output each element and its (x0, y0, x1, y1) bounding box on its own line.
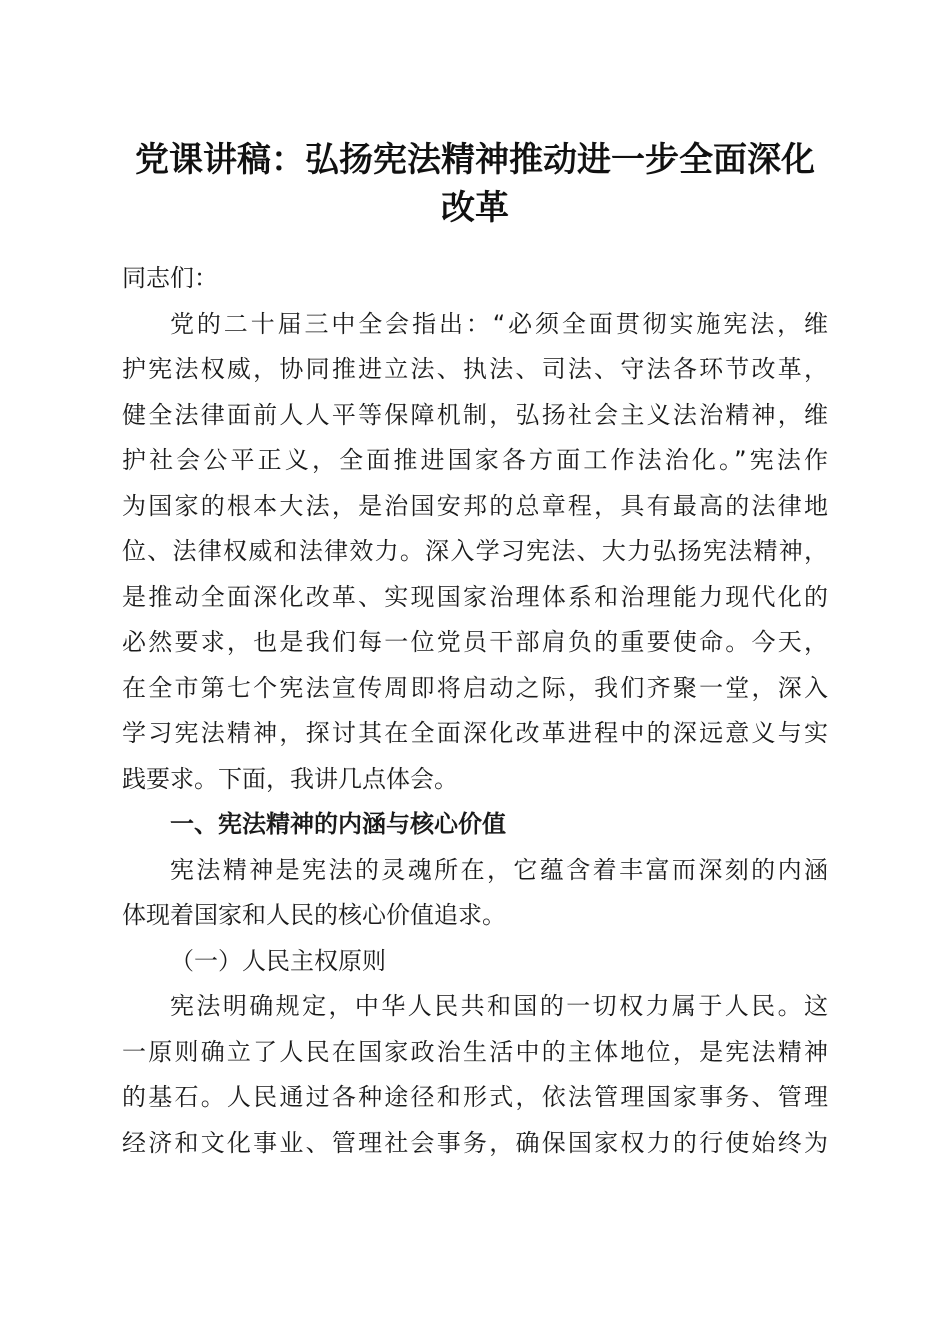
paragraph-1-line: 在全市第七个宪法宣传周即将启动之际，我们齐聚一堂，深入 (122, 673, 828, 702)
paragraph-2 (122, 848, 828, 939)
document-body (122, 256, 828, 1166)
paragraph-2-line: 宪法精神是宪法的灵魂所在，它蕴含着丰富而深刻的内涵 (170, 855, 828, 884)
paragraph-1-line: 学习宪法精神，探讨其在全面深化改革进程中的深远意义与实 (122, 719, 828, 747)
title-line-1: 党课讲稿：弘扬宪法精神推动进一步全面深化 (135, 140, 815, 180)
paragraph-1-line: 是推动全面深化改革、实现国家治理体系和治理能力现代化的 (122, 582, 828, 611)
paragraph-1-line: 护社会公平正义，全面推进国家各方面工作法治化。”宪法作 (122, 446, 828, 474)
paragraph-3-line: 宪法明确规定，中华人民共和国的一切权力属于人民。这 (170, 992, 828, 1020)
paragraph-3-line: 经济和文化事业、管理社会事务，确保国家权力的行使始终为 (122, 1128, 828, 1157)
paragraph-2-line: 体现着国家和人民的核心价值追求。 (122, 901, 506, 929)
paragraph-1-line: 位、法律权威和法律效力。深入学习宪法、大力弘扬宪法精神， (122, 537, 828, 565)
title-line-2: 改革 (441, 188, 509, 228)
paragraph-1-line: 党的二十届三中全会指出：“必须全面贯彻实施宪法，维 (170, 309, 828, 338)
paragraph-1-line: 护宪法权威，协同推进立法、执法、司法、守法各环节改革， (122, 355, 828, 383)
paragraph-1-line: 必然要求，也是我们每一位党员干部肩负的重要使命。今天， (122, 628, 828, 656)
paragraph-1 (122, 302, 828, 803)
document-title (90, 136, 860, 232)
paragraph-1-line: 为国家的根本大法，是治国安邦的总章程，具有最高的法律地 (122, 491, 828, 520)
salutation: 同志们： (122, 264, 218, 292)
paragraph-3-line: 的基石。人民通过各种途径和形式，依法管理国家事务、管理 (122, 1083, 828, 1111)
paragraph-3 (122, 984, 828, 1166)
section-heading-1: 一、宪法精神的内涵与核心价值 (170, 810, 506, 838)
subheading-1: （一）人民主权原则 (170, 946, 386, 975)
paragraph-1-line: 健全法律面前人人平等保障机制，弘扬社会主义法治精神，维 (122, 400, 828, 429)
paragraph-1-line: 践要求。下面，我讲几点体会。 (122, 764, 458, 793)
paragraph-3-line: 一原则确立了人民在国家政治生活中的主体地位，是宪法精神 (122, 1037, 828, 1066)
